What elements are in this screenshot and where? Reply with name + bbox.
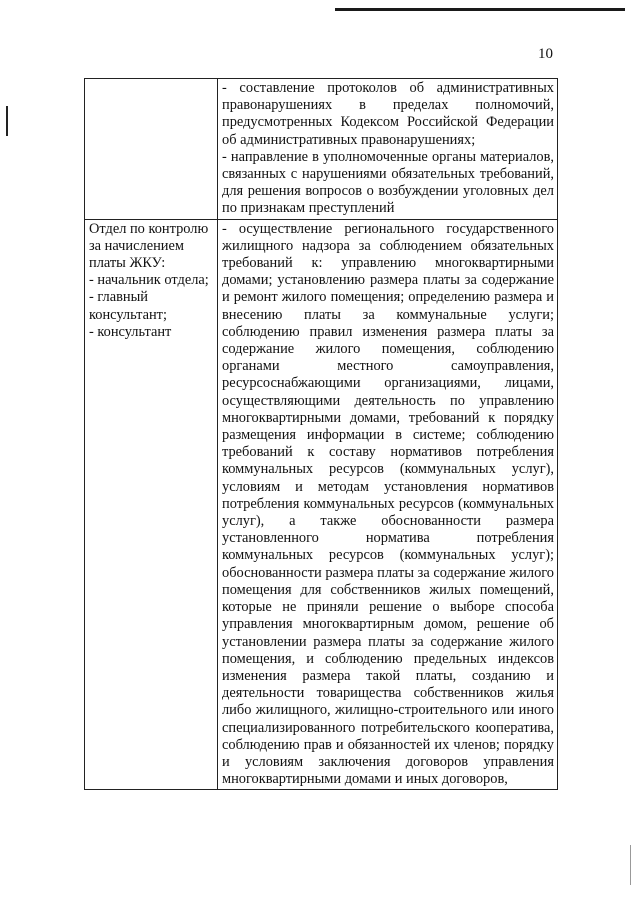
table-row <box>85 79 558 220</box>
page-number: 10 <box>538 46 553 62</box>
duties-cell <box>218 79 558 220</box>
scan-artifact-margin-mark <box>6 106 8 136</box>
position-item: - консультант <box>89 323 172 340</box>
duty-item: - составление протоколов об административных правонарушениях в пределах полномочий, предусмотренных Кодексом Российской Федерации об административных правонарушениях; <box>222 80 554 148</box>
department-cell-empty <box>85 79 218 220</box>
department-cell <box>85 219 218 790</box>
position-item: - начальник отдела; <box>89 272 209 289</box>
position-item: - главный консультант; <box>89 289 167 323</box>
duties-table <box>84 78 558 790</box>
table-row <box>85 219 558 790</box>
department-title: Отдел по контролю за начислением платы ЖКУ: <box>89 220 209 272</box>
scan-artifact-top-rule <box>335 8 625 11</box>
duty-item: - направление в уполномоченные органы материалов, связанных с нарушениями обязательных требований, для решения вопросов о возбуждении уголовных дел по признакам преступлений <box>222 148 554 217</box>
duty-item: - осуществление регионального государственного жилищного надзора за соблюдением обязательных требований к: управлению многоквартирными домами; установлению размера платы за содержание и ремонт жилого помещения; определению размера и внесению платы за коммунальные услуги; соблюдению правил изменения размера платы за содержание жилого помещения, соблюдению органами местного самоуправления, ресурсоснабжающими организациями, лицами, осуществляющими деятельность по управлению многоквартирными домами, требований к порядку размещения информации в системе; соблюдению требований к составу нормативов потребления коммунальных ресурсов (коммунальных услуг), условиям и методам установления нормативов потребления коммунальных ресурсов (коммунальных услуг), а также обоснованности размера установленного норматива потребления коммунальных ресурсов (коммунальных услуг); обоснованности размера платы за содержание жилого помещения для собственников жилых помещений, которые не приняли решение о выборе способа управления многоквартирным домом, решение об установлении размера платы за содержание жилого помещения, и соблюдению предельных индексов изменения размера такой платы, созданию и деятельности товарищества собственников жилья либо жилищного, жилищно-строительного или иного специализированного потребительского кооператива, соблюдению прав и обязанностей их членов; порядку и условиям заключения договоров управления многоквартирными домами и иных договоров, <box>222 220 554 788</box>
scan-artifact-edge-mark <box>630 845 631 885</box>
duties-cell <box>218 219 558 790</box>
